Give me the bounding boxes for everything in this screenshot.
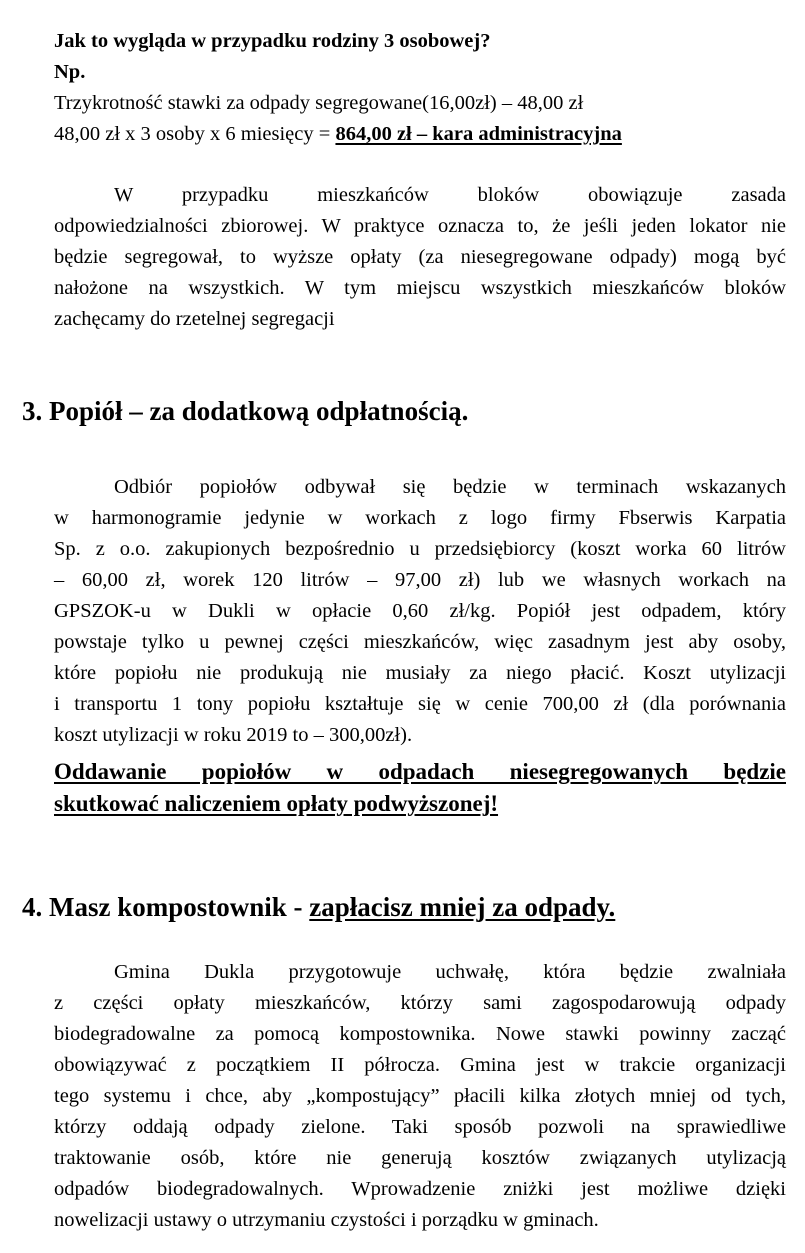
warning-line [54, 756, 786, 788]
paragraph-line: nałożone na wszystkich. W tym miejscu wszystkich mieszkańców bloków [54, 277, 786, 299]
paragraph-line: i transportu 1 tony popiołu kształtuje się w cenie 700,00 zł (dla porównania [54, 693, 786, 715]
paragraph-line: obowiązywać z początkiem II półrocza. Gmina jest w trakcie organizacji [54, 1054, 786, 1076]
paragraph-line: powstaje tylko u pewnej części mieszkańców, więc zasadnym jest aby osoby, [54, 631, 786, 653]
paragraph-line: koszt utylizacji w roku 2019 to – 300,00zł). [54, 724, 413, 746]
paragraph-line: Odbiór popiołów odbywał się będzie w terminach wskazanych [114, 476, 786, 498]
paragraph-line: w harmonogramie jedynie w workach z logo firmy Fbserwis Karpatia [54, 507, 786, 529]
paragraph-line: Gmina Dukla przygotowuje uchwałę, która będzie zwalniała [114, 961, 786, 983]
paragraph-line: które popiołu nie produkują nie musiały za niego płacić. Koszt utylizacji [54, 662, 786, 684]
rate-calculation-line: Trzykrotność stawki za odpady segregowane(16,00zł) – 48,00 zł [54, 92, 584, 114]
section-4-heading-prefix: 4. Masz kompostownik - [22, 892, 310, 922]
penalty-calculation-line [54, 119, 786, 150]
penalty-formula: 48,00 zł x 3 osoby x 6 miesięcy = [54, 123, 336, 145]
paragraph-line: biodegradowalne za pomocą kompostownika. Nowe stawki powinny zacząć [54, 1023, 786, 1045]
composting-paragraph [54, 957, 786, 1236]
penalty-result: 864,00 zł – kara administracyjna [335, 123, 622, 145]
paragraph-line: traktowanie osób, które nie generują kosztów związanych utylizacją [54, 1147, 786, 1169]
section-3-heading: 3. Popiół – za dodatkową odpłatnością. [22, 396, 469, 426]
paragraph-line: z części opłaty mieszkańców, którzy sami zagospodarowują odpady [54, 992, 786, 1014]
warning-text: skutkować naliczeniem opłaty podwyższonej! [54, 791, 499, 816]
paragraph-line: odpowiedzialności zbiorowej. W praktyce oznacza to, że jeśli jeden lokator nie [54, 215, 786, 237]
paragraph-line: nowelizacji ustawy o utrzymaniu czystości i porządku w gminach. [54, 1209, 599, 1231]
paragraph-line: odpadów biodegradowalnych. Wprowadzenie zniżki jest możliwe dzięki [54, 1178, 786, 1200]
warning-text: Oddawanie popiołów w odpadach niesegregowanych będzie [54, 759, 786, 784]
paragraph-line: – 60,00 zł, worek 120 litrów – 97,00 zł) lub we własnych workach na [54, 569, 786, 591]
warning-line [54, 788, 786, 820]
paragraph-line: Sp. z o.o. zakupionych bezpośrednio u przedsiębiorcy (koszt worka 60 litrów [54, 538, 786, 560]
example-label: Np. [54, 61, 86, 83]
family-example-question: Jak to wygląda w przypadku rodziny 3 osobowej? [54, 30, 491, 52]
ash-collection-paragraph [54, 472, 786, 751]
section-4-heading-emphasis: zapłacisz mniej za odpady. [309, 892, 616, 922]
collective-responsibility-paragraph [54, 180, 786, 335]
paragraph-line: tego systemu i chce, aby „kompostujący” płacili kilka złotych mniej od tych, [54, 1085, 786, 1107]
paragraph-line: zachęcamy do rzetelnej segregacji [54, 308, 335, 330]
ash-warning [54, 756, 786, 820]
paragraph-line: GPSZOK-u w Dukli w opłacie 0,60 zł/kg. Popiół jest odpadem, który [54, 600, 786, 622]
family-example-block [54, 26, 786, 150]
paragraph-line: W przypadku mieszkańców bloków obowiązuje zasada [114, 184, 786, 206]
paragraph-line: będzie segregował, to wyższe opłaty (za niesegregowane odpady) mogą być [54, 246, 786, 268]
paragraph-line: którzy oddają odpady zielone. Taki sposób pozwoli na sprawiedliwe [54, 1116, 786, 1138]
section-4-heading [22, 890, 615, 924]
